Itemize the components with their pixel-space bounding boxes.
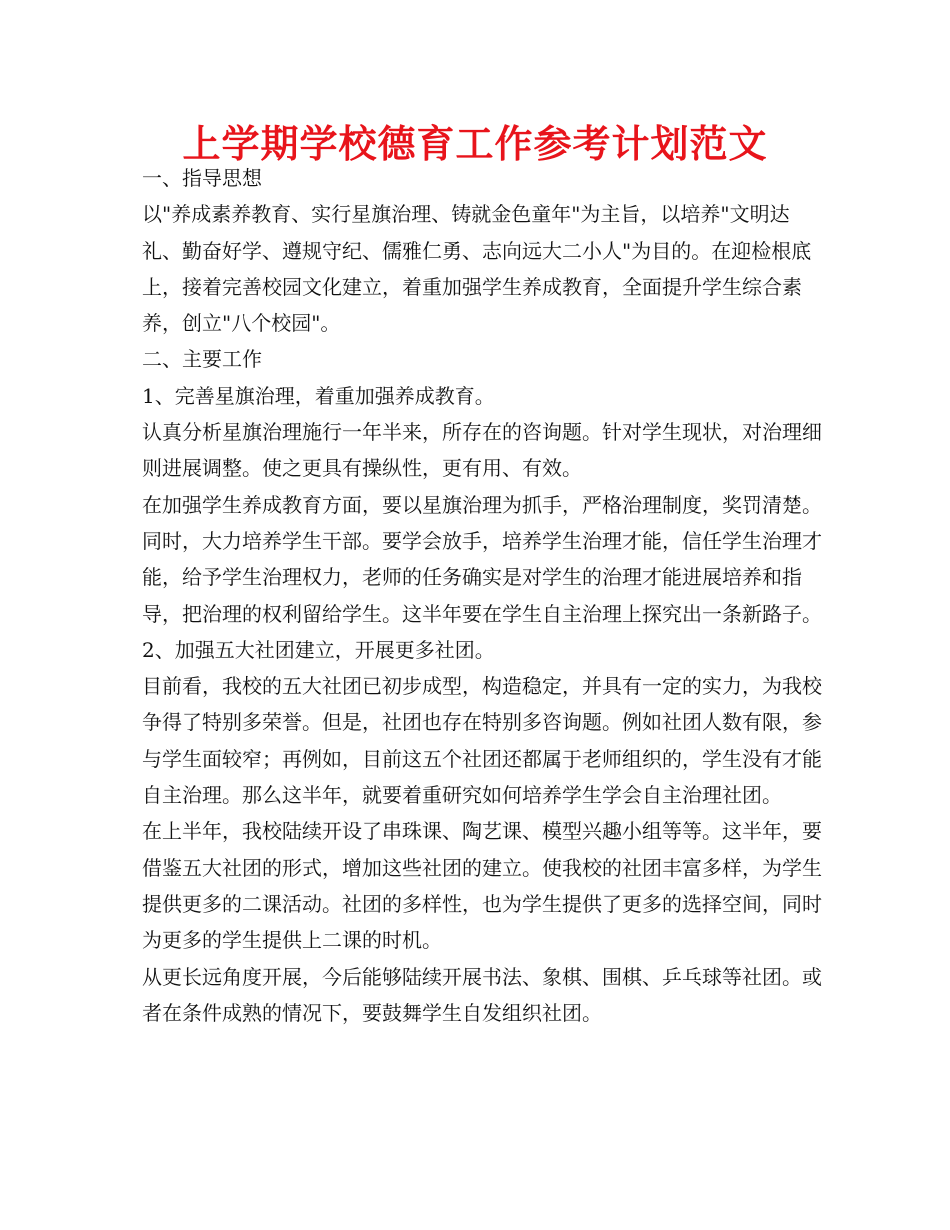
document-title: 上学期学校德育工作参考计划范文: [182, 122, 768, 166]
paragraph: 从更长远角度开展，今后能够陆续开展书法、象棋、围棋、乒乓球等社团。或者在条件成熟的情况下，要鼓舞学生自发组织社团。: [142, 964, 822, 1025]
paragraph: 在加强学生养成教育方面，要以星旗治理为抓手，严格治理制度，奖罚清楚。同时，大力培养学生干部。要学会放手，培养学生治理才能，信任学生治理才能，给予学生治理权力，老师的任务确实是对学生的治理才能进展培养和指导，把治理的权利留给学生。这半年要在学生自主治理上探究出一条新路子。: [142, 492, 822, 626]
subsection-heading: 1、完善星旗治理，着重加强养成教育。: [142, 383, 495, 408]
paragraph: 目前看，我校的五大社团已初步成型，构造稳定，并具有一定的实力，为我校争得了特别多荣誉。但是，社团也存在特别多咨询题。例如社团人数有限，参与学生面较窄；再例如，目前这五个社团还都属于老师组织的，学生没有才能自主治理。那么这半年，就要着重研究如何培养学生学会自主治理社团。: [142, 674, 822, 808]
paragraph: 认真分析星旗治理施行一年半来，所存在的咨询题。针对学生现状，对治理细则进展调整。使之更具有操纵性，更有用、有效。: [142, 420, 822, 481]
section-heading: 二、主要工作: [142, 347, 262, 372]
document-body: [142, 160, 822, 1031]
section-heading: 一、指导思想: [142, 166, 262, 190]
paragraph: 以"养成素养教育、实行星旗治理、铸就金色童年"为主旨，以培养"文明达礼、勤奋好学、遵规守纪、儒雅仁勇、志向远大二小人"为目的。在迎检根底上，接着完善校园文化建立，着重加强学生养成教育，全面提升学生综合素养，创立"八个校园"。: [142, 202, 812, 336]
paragraph: 在上半年，我校陆续开设了串珠课、陶艺课、模型兴趣小组等等。这半年，要借鉴五大社团的形式，增加这些社团的建立。使我校的社团丰富多样，为学生提供更多的二课活动。社团的多样性，也为学生提供了更多的选择空间，同时为更多的学生提供上二课的时机。: [142, 819, 822, 953]
subsection-heading: 2、加强五大社团建立，开展更多社团。: [142, 637, 495, 662]
